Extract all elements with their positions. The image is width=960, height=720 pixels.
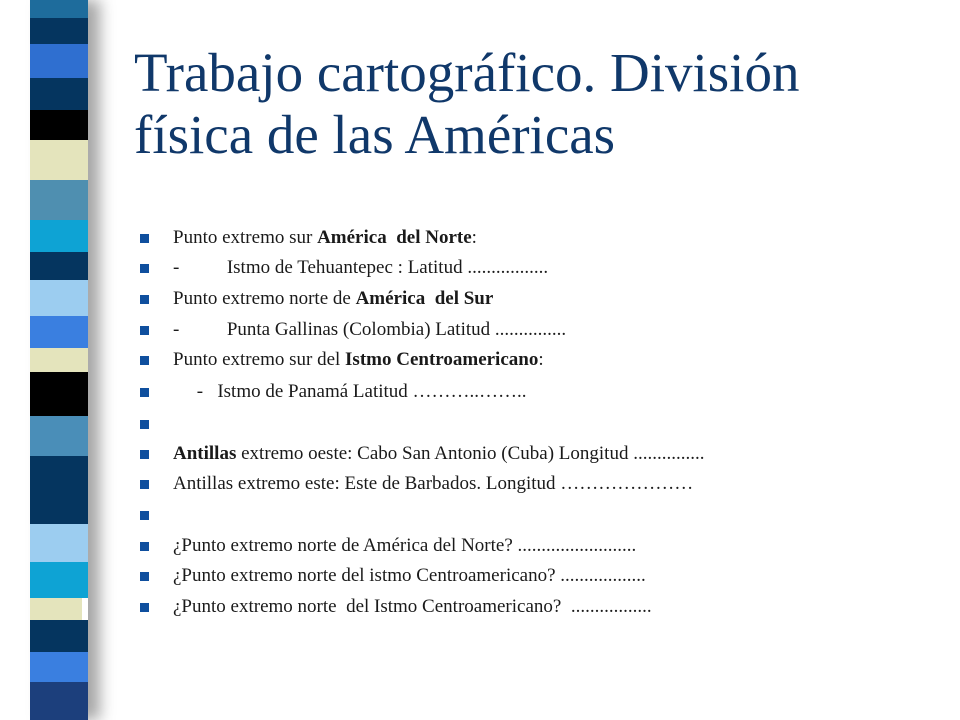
- decorative-stripe: [30, 348, 88, 372]
- decorative-stripe: [30, 18, 88, 44]
- square-bullet-icon: [140, 572, 149, 581]
- bullet-text: ¿Punto extremo norte del Istmo Centroamericano? .................: [173, 596, 652, 617]
- bullet-item: [140, 595, 652, 619]
- square-bullet-icon: [140, 388, 149, 397]
- bullet-item: [140, 226, 477, 250]
- bullet-list: [140, 0, 920, 720]
- decorative-stripe: [30, 598, 82, 620]
- decorative-stripe: [30, 316, 88, 348]
- bullet-item: [140, 564, 646, 588]
- square-bullet-icon: [140, 264, 149, 273]
- decorative-stripe: [30, 416, 88, 456]
- decorative-stripe: [30, 372, 88, 416]
- square-bullet-icon: [140, 295, 149, 304]
- bullet-text-bold: Istmo Centroamericano: [345, 349, 539, 370]
- decorative-stripe: [30, 280, 88, 316]
- bullet-item: [140, 503, 173, 527]
- bullet-text: Antillas extremo este: Este de Barbados. Longitud …………………: [173, 473, 694, 494]
- bullet-item: [140, 472, 693, 496]
- bullet-text: Punto extremo sur del: [173, 349, 346, 370]
- bullet-text: ¿Punto extremo norte de América del Norte? .........................: [173, 535, 637, 556]
- bullet-text: - Punta Gallinas (Colombia) Latitud ...............: [173, 319, 567, 340]
- bullet-item: [140, 256, 548, 280]
- bullet-text: :: [471, 227, 477, 248]
- bullet-text: :: [538, 349, 544, 370]
- square-bullet-icon: [140, 234, 149, 243]
- bullet-item: [140, 534, 636, 558]
- bullet-text: - Istmo de Tehuantepec : Latitud .................: [173, 257, 549, 278]
- bullet-text-bold: América del Norte: [317, 227, 472, 248]
- decorative-stripe: [30, 682, 88, 720]
- decorative-stripe: [30, 44, 88, 78]
- square-bullet-icon: [140, 450, 149, 459]
- title-line: física de las Américas: [134, 104, 616, 165]
- bullet-item: [140, 412, 173, 436]
- title-line: Trabajo cartográfico. División: [134, 42, 800, 103]
- bullet-text-bold: Antillas: [173, 443, 237, 464]
- bullet-item: [140, 348, 544, 372]
- square-bullet-icon: [140, 356, 149, 365]
- square-bullet-icon: [140, 603, 149, 612]
- decorative-stripe-bar: [30, 0, 88, 720]
- decorative-stripe: [30, 180, 88, 220]
- square-bullet-icon: [140, 326, 149, 335]
- square-bullet-icon: [140, 480, 149, 489]
- square-bullet-icon: [140, 542, 149, 551]
- bullet-text-bold: América del Sur: [355, 288, 494, 309]
- bullet-text: Punto extremo norte de: [173, 288, 356, 309]
- square-bullet-icon: [140, 511, 149, 520]
- bullet-text: ¿Punto extremo norte del istmo Centroamericano? ..................: [173, 565, 646, 586]
- bullet-item: [140, 380, 527, 404]
- decorative-stripe: [30, 252, 88, 280]
- decorative-stripe: [30, 110, 88, 140]
- decorative-stripe: [30, 524, 88, 562]
- square-bullet-icon: [140, 420, 149, 429]
- decorative-stripe: [30, 480, 88, 524]
- decorative-stripe: [30, 220, 88, 252]
- decorative-stripe: [30, 78, 88, 110]
- bullet-item: [140, 287, 493, 311]
- decorative-stripe: [30, 620, 88, 652]
- bullet-text: - Istmo de Panamá Latitud ………..……..: [173, 381, 527, 402]
- bullet-text: Punto extremo sur: [173, 227, 318, 248]
- decorative-stripe: [30, 456, 88, 480]
- decorative-stripe: [30, 562, 88, 598]
- decorative-stripe: [30, 0, 88, 18]
- decorative-stripe: [30, 652, 88, 682]
- decorative-stripe: [30, 140, 88, 180]
- bullet-item: [140, 318, 566, 342]
- bullet-text: extremo oeste: Cabo San Antonio (Cuba) Longitud ...............: [236, 443, 705, 464]
- bullet-item: [140, 442, 704, 466]
